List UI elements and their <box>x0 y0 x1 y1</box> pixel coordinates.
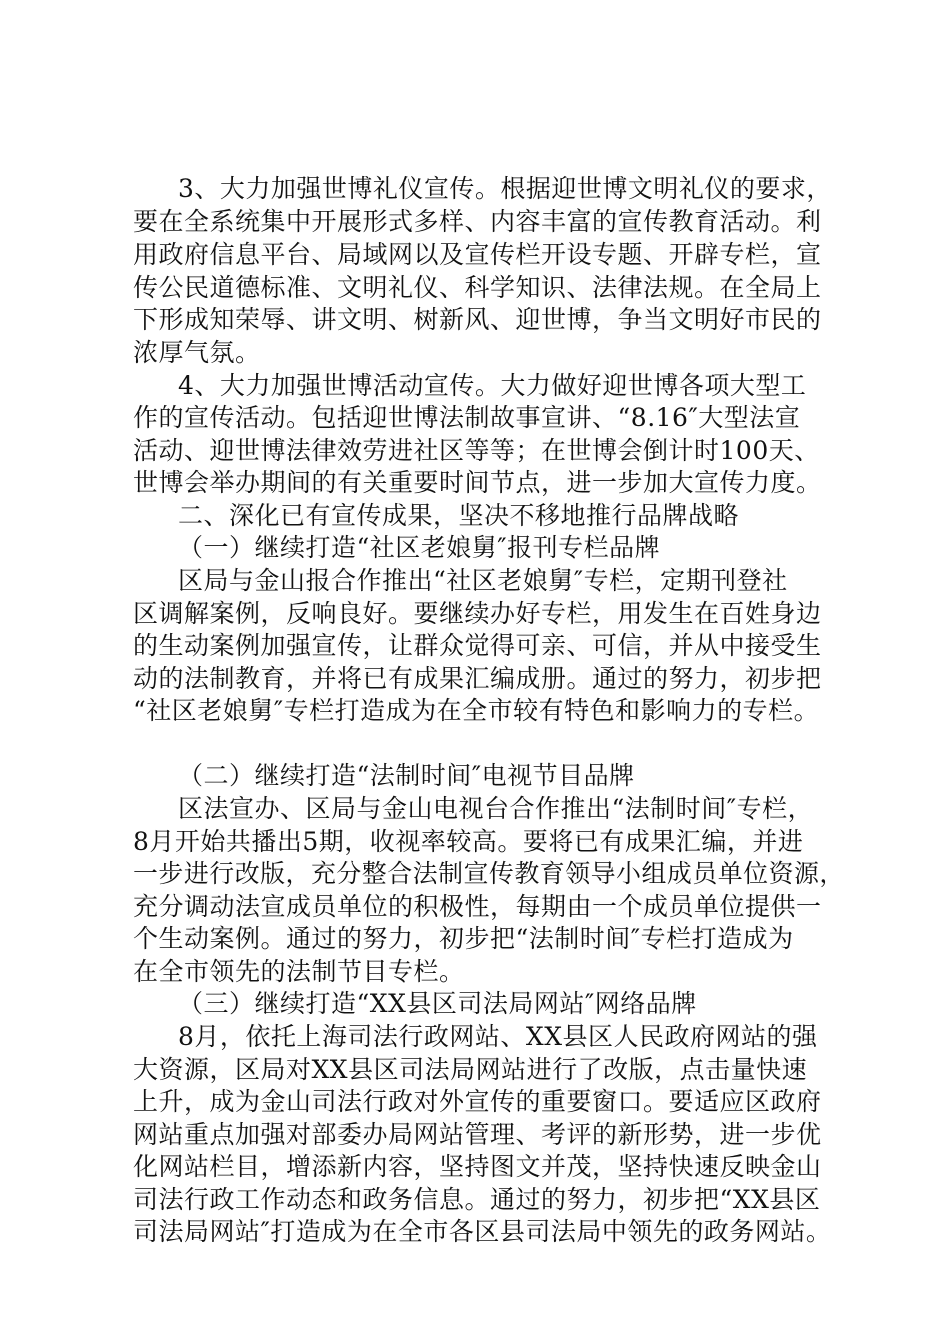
text-line: 司法行政工作动态和政务信息。通过的努力，初步把“XX县区 <box>133 1185 821 1214</box>
subsection-heading: （二）继续打造“法制时间″电视节目品牌 <box>178 761 635 790</box>
text-line: 网站重点加强对部委办局网站管理、考评的新形势，进一步优 <box>133 1120 822 1149</box>
subsection-heading: （一）继续打造“社区老娘舅″报刊专栏品牌 <box>178 533 661 562</box>
text-line: 大资源，区局对XX县区司法局网站进行了改版，点击量快速 <box>133 1055 808 1084</box>
text-line: 作的宣传活动。包括迎世博法制故事宣讲、“8.16″大型法宣 <box>133 403 801 432</box>
text-line: 化网站栏目，增添新内容，坚持图文并茂，坚持快速反映金山 <box>133 1152 822 1181</box>
text-line: 要在全系统集中开展形式多样、内容丰富的宣传教育活动。利 <box>133 207 822 236</box>
text-line: 动的法制教育，并将已有成果汇编成册。通过的努力，初步把 <box>133 664 822 693</box>
text-line: “社区老娘舅″专栏打造成为在全市较有特色和影响力的专栏。 <box>133 696 820 725</box>
text-line: 活动、迎世博法律效劳进社区等等；在世博会倒计时100天、 <box>133 436 820 465</box>
text-line: 区局与金山报合作推出“社区老娘舅″专栏，定期刊登社 <box>178 566 788 595</box>
text-line: 充分调动法宣成员单位的积极性，每期由一个成员单位提供一 <box>133 892 822 921</box>
text-line: 4、大力加强世博活动宣传。大力做好迎世博各项大型工 <box>178 371 807 400</box>
subsection-heading: （三）继续打造“XX县区司法局网站″网络品牌 <box>178 989 697 1018</box>
text-line: 8月，依托上海司法行政网站、XX县区人民政府网站的强 <box>178 1022 818 1051</box>
text-line: 在全市领先的法制节目专栏。 <box>133 957 465 986</box>
section-heading: 二、深化已有宣传成果，坚决不移地推行品牌战略 <box>178 501 740 530</box>
text-line: 一步进行改版，充分整合法制宣传教育领导小组成员单位资源， <box>133 859 845 888</box>
text-line: 8月开始共播出5期，收视率较高。要将已有成果汇编，并进 <box>133 827 804 856</box>
text-line: 司法局网站″打造成为在全市各区县司法局中领先的政务网站。 <box>133 1217 832 1246</box>
text-line: 用政府信息平台、局域网以及宣传栏开设专题、开辟专栏，宣 <box>133 240 822 269</box>
text-line: 区调解案例，反响良好。要继续办好专栏，用发生在百姓身边 <box>133 599 822 628</box>
text-line: 浓厚气氛。 <box>133 338 261 367</box>
text-line: 下形成知荣辱、讲文明、树新风、迎世博，争当文明好市民的 <box>133 305 822 334</box>
text-line: 的生动案例加强宣传，让群众觉得可亲、可信，并从中接受生 <box>133 631 822 660</box>
text-line: 传公民道德标准、文明礼仪、科学知识、法律法规。在全局上 <box>133 273 822 302</box>
text-line: 个生动案例。通过的努力，初步把“法制时间″专栏打造成为 <box>133 924 794 953</box>
text-line: 世博会举办期间的有关重要时间节点，进一步加大宣传力度。 <box>133 468 822 497</box>
text-line: 3、大力加强世博礼仪宣传。根据迎世博文明礼仪的要求， <box>178 174 832 203</box>
text-line: 区法宣办、区局与金山电视台合作推出“法制时间″专栏， <box>178 794 814 823</box>
text-line: 上升，成为金山司法行政对外宣传的重要窗口。要适应区政府 <box>133 1087 822 1116</box>
